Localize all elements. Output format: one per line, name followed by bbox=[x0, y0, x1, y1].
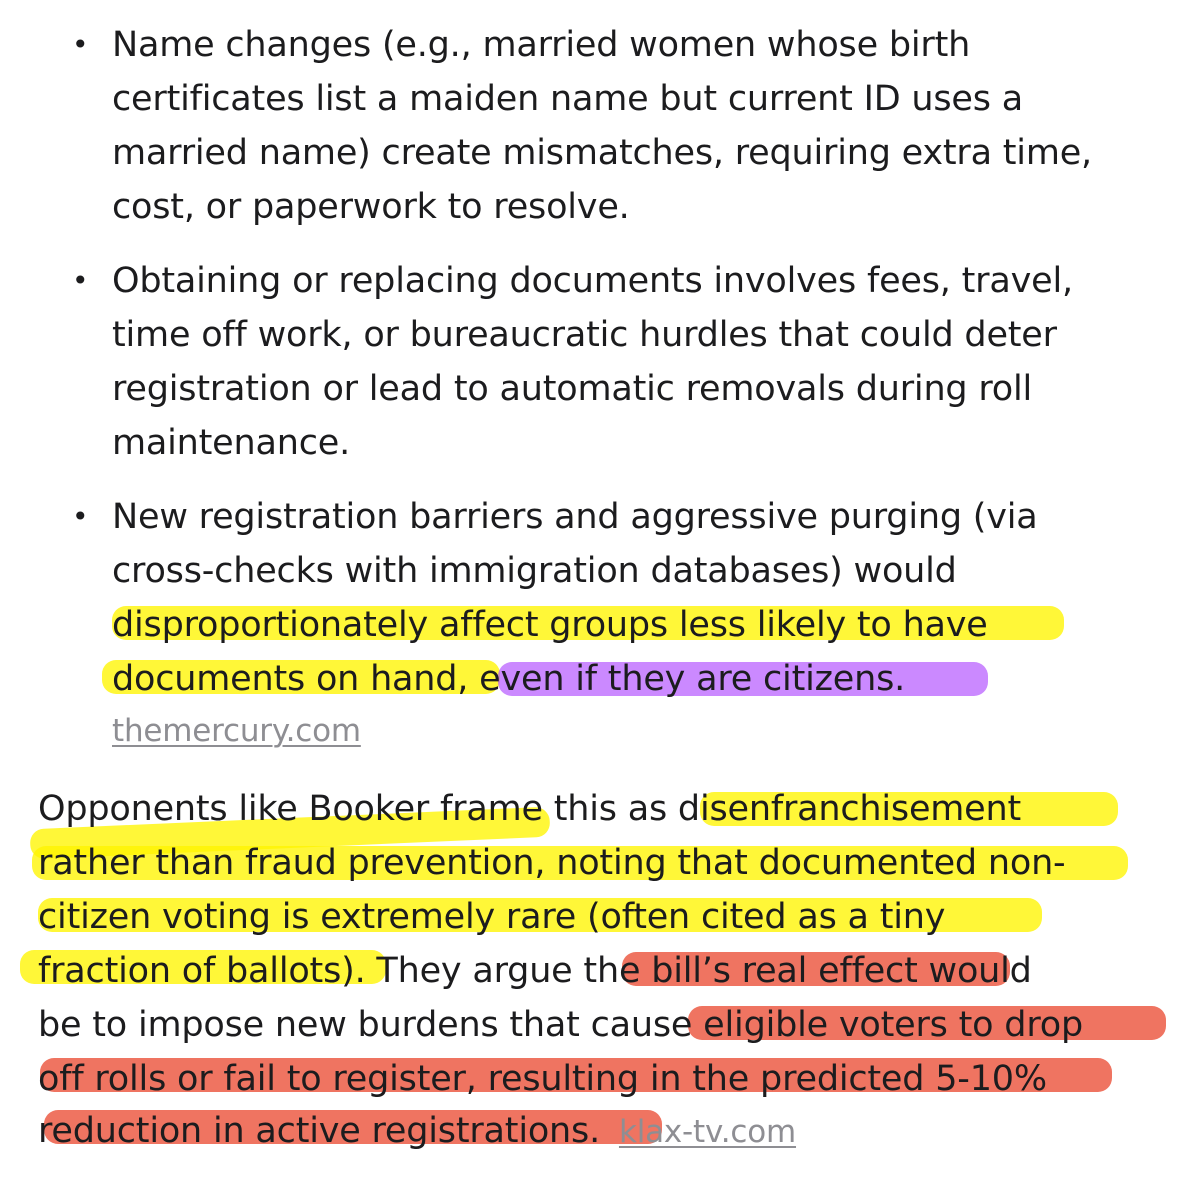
paragraph-last-line bbox=[38, 1104, 796, 1158]
paragraph-text-line: off rolls or fail to register, resulting in the predicted 5-10% bbox=[38, 1059, 1047, 1099]
bullet-text-line: time off work, or bureaucratic hurdles that could deter bbox=[112, 315, 1057, 355]
source-link[interactable]: klax-tv.com bbox=[618, 1114, 797, 1150]
bullet-text-line: cross-checks with immigration databases) would bbox=[112, 551, 957, 591]
bullet-marker: • bbox=[72, 500, 89, 533]
paragraph-text-line: be to impose new burdens that cause eligible voters to drop bbox=[38, 1005, 1083, 1045]
bullet-text-line: maintenance. bbox=[112, 423, 351, 463]
bullet-text-line: certificates list a maiden name but current ID uses a bbox=[112, 79, 1023, 119]
bullet-text-line: cost, or paperwork to resolve. bbox=[112, 187, 630, 227]
bullet-text-line: New registration barriers and aggressive purging (via bbox=[112, 497, 1038, 537]
bullet-text-line: registration or lead to automatic removals during roll bbox=[112, 369, 1033, 409]
bullet-text-line: Name changes (e.g., married women whose birth bbox=[112, 25, 971, 65]
bullet-marker: • bbox=[72, 264, 89, 297]
bullet-text-line: disproportionately affect groups less likely to have bbox=[112, 605, 988, 645]
paragraph-text-line: fraction of ballots). They argue the bill’s real effect would bbox=[38, 951, 1032, 991]
bullet-text-line: documents on hand, even if they are citizens. bbox=[112, 659, 906, 699]
paragraph-text-line: citizen voting is extremely rare (often cited as a tiny bbox=[38, 897, 946, 937]
bullet-text-line: married name) create mismatches, requiring extra time, bbox=[112, 133, 1092, 173]
bullet-marker: • bbox=[72, 28, 89, 61]
paragraph-text-line: Opponents like Booker frame this as disenfranchisement bbox=[38, 789, 1022, 829]
bullet-text-line: Obtaining or replacing documents involves fees, travel, bbox=[112, 261, 1073, 301]
paragraph-text-line: rather than fraud prevention, noting that documented non- bbox=[38, 843, 1066, 883]
paragraph-text-span: reduction in active registrations. bbox=[38, 1111, 601, 1151]
source-link[interactable]: themercury.com bbox=[112, 713, 361, 749]
